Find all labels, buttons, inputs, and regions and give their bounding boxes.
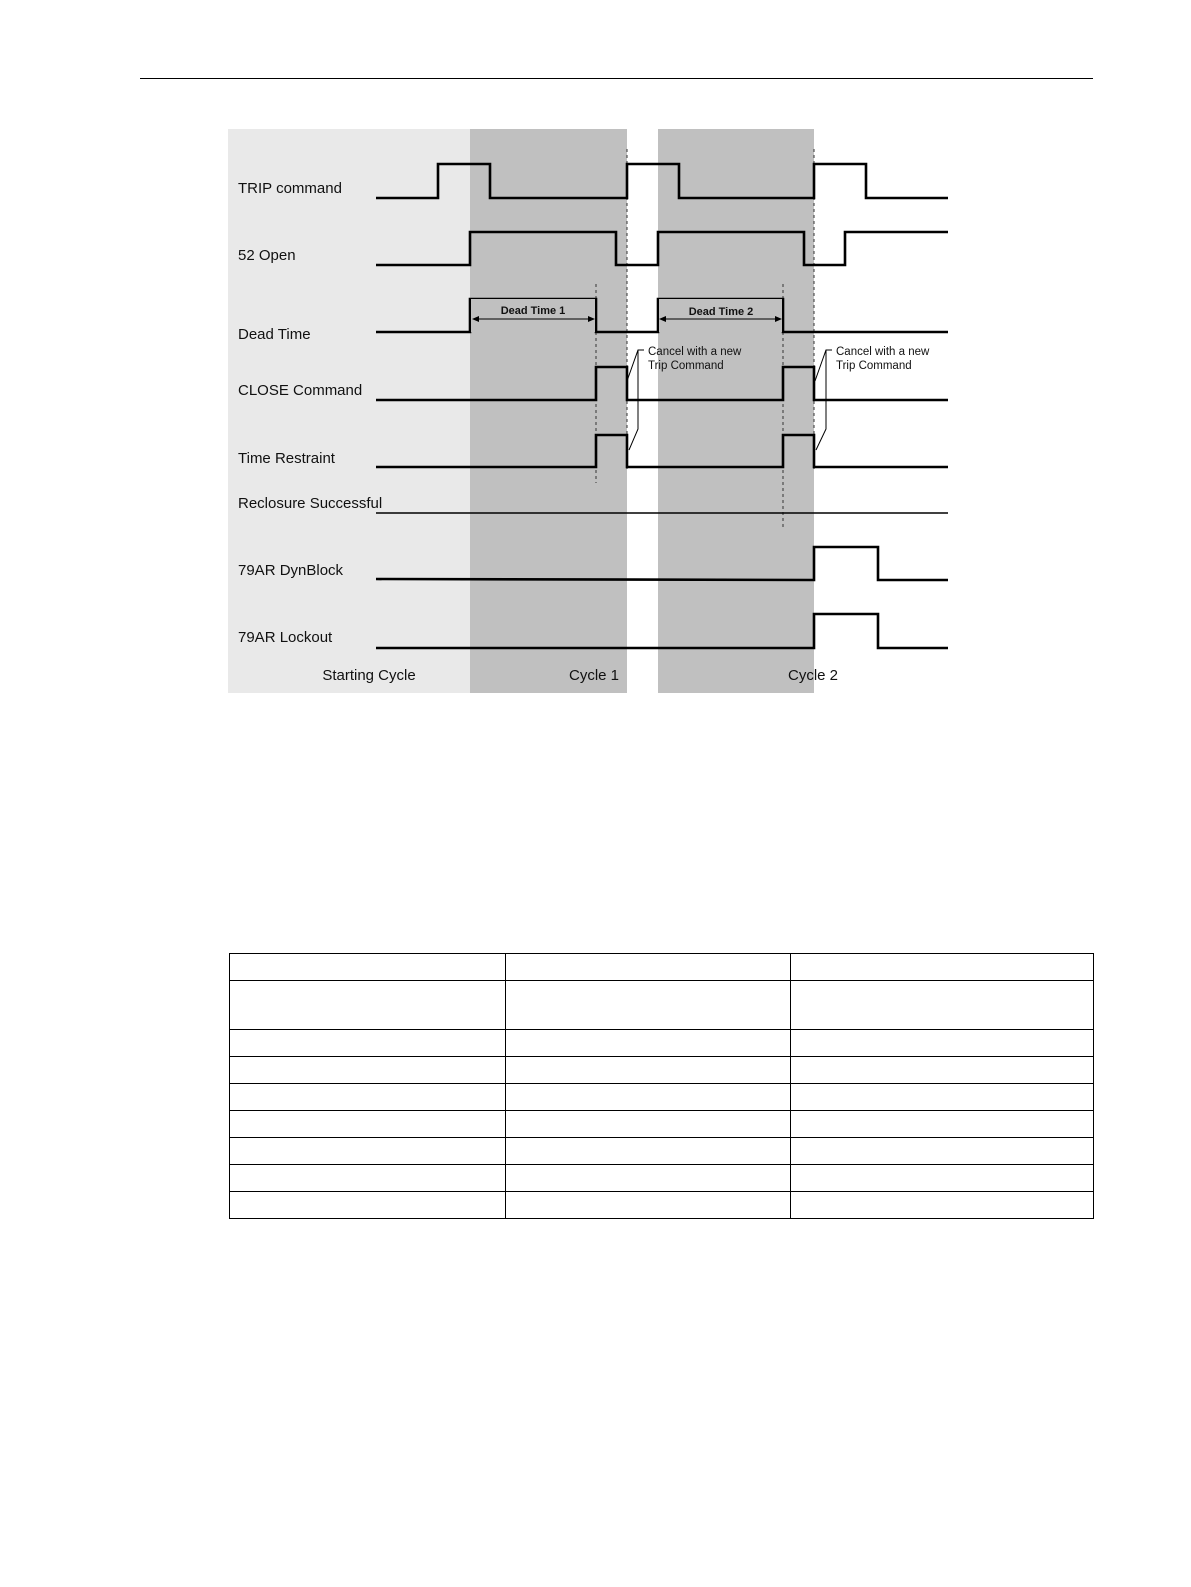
table-cell bbox=[230, 1192, 506, 1219]
label-dead-time: Dead Time bbox=[238, 326, 311, 343]
label-close-command: CLOSE Command bbox=[238, 382, 363, 399]
label-reclosure-successful: Reclosure Successful bbox=[238, 495, 383, 512]
table-row bbox=[230, 1057, 1094, 1084]
cycle-label-2: Cycle 2 bbox=[787, 667, 839, 684]
table-row bbox=[230, 1192, 1094, 1219]
table-cell bbox=[506, 1138, 791, 1165]
header-rule bbox=[140, 78, 1093, 79]
label-time-restraint: Time Restraint bbox=[238, 450, 335, 467]
table-cell bbox=[230, 1084, 506, 1111]
table-cell bbox=[230, 1057, 506, 1084]
cycle-label-1: Cycle 1 bbox=[568, 667, 620, 684]
cycle-label-starting: Starting Cycle bbox=[322, 667, 416, 684]
table-cell bbox=[230, 1165, 506, 1192]
table-row bbox=[230, 981, 1094, 1030]
cycle-gap-region bbox=[627, 129, 658, 693]
dead-time-2-label: Dead Time 2 bbox=[688, 306, 754, 318]
label-79ar-dynblock: 79AR DynBlock bbox=[238, 562, 344, 579]
autoreclose-timing-diagram bbox=[228, 129, 952, 695]
table-cell bbox=[791, 1030, 1094, 1057]
table-cell bbox=[791, 1111, 1094, 1138]
table-cell bbox=[506, 1111, 791, 1138]
table-cell bbox=[791, 1192, 1094, 1219]
table-cell bbox=[506, 1192, 791, 1219]
cancel-note-2-leader bbox=[815, 350, 832, 381]
starting-cycle-region bbox=[228, 129, 470, 693]
table-row bbox=[230, 1138, 1094, 1165]
cycle-1-region bbox=[470, 129, 627, 693]
cancel-note-1-line1: Cancel with a new bbox=[648, 346, 742, 358]
settings-table bbox=[229, 953, 1094, 1219]
table-cell bbox=[791, 1165, 1094, 1192]
table-cell bbox=[506, 1084, 791, 1111]
table-cell bbox=[791, 1084, 1094, 1111]
label-52-open: 52 Open bbox=[238, 247, 296, 264]
table-cell bbox=[506, 954, 791, 981]
table-cell bbox=[506, 1030, 791, 1057]
label-trip-command: TRIP command bbox=[238, 180, 342, 197]
cancel-note-1-line2: Trip Command bbox=[648, 360, 724, 372]
table-cell bbox=[506, 981, 791, 1030]
table-cell bbox=[230, 1138, 506, 1165]
table-row bbox=[230, 954, 1094, 981]
table-cell bbox=[230, 981, 506, 1030]
label-79ar-lockout: 79AR Lockout bbox=[238, 629, 333, 646]
table-row bbox=[230, 1030, 1094, 1057]
table-cell bbox=[230, 1030, 506, 1057]
table-cell bbox=[791, 954, 1094, 981]
cancel-note-2-line2: Trip Command bbox=[836, 360, 912, 372]
table-row bbox=[230, 1111, 1094, 1138]
table-cell bbox=[791, 1057, 1094, 1084]
table-cell bbox=[791, 981, 1094, 1030]
table-cell bbox=[230, 1111, 506, 1138]
table-row bbox=[230, 1084, 1094, 1111]
table-cell bbox=[230, 954, 506, 981]
dead-time-1-label: Dead Time 1 bbox=[500, 305, 566, 317]
table-cell bbox=[791, 1138, 1094, 1165]
table-cell bbox=[506, 1165, 791, 1192]
cycle-2-region bbox=[658, 129, 814, 693]
table-cell bbox=[506, 1057, 791, 1084]
table-row bbox=[230, 1165, 1094, 1192]
cancel-note-2-line1: Cancel with a new bbox=[836, 346, 930, 358]
